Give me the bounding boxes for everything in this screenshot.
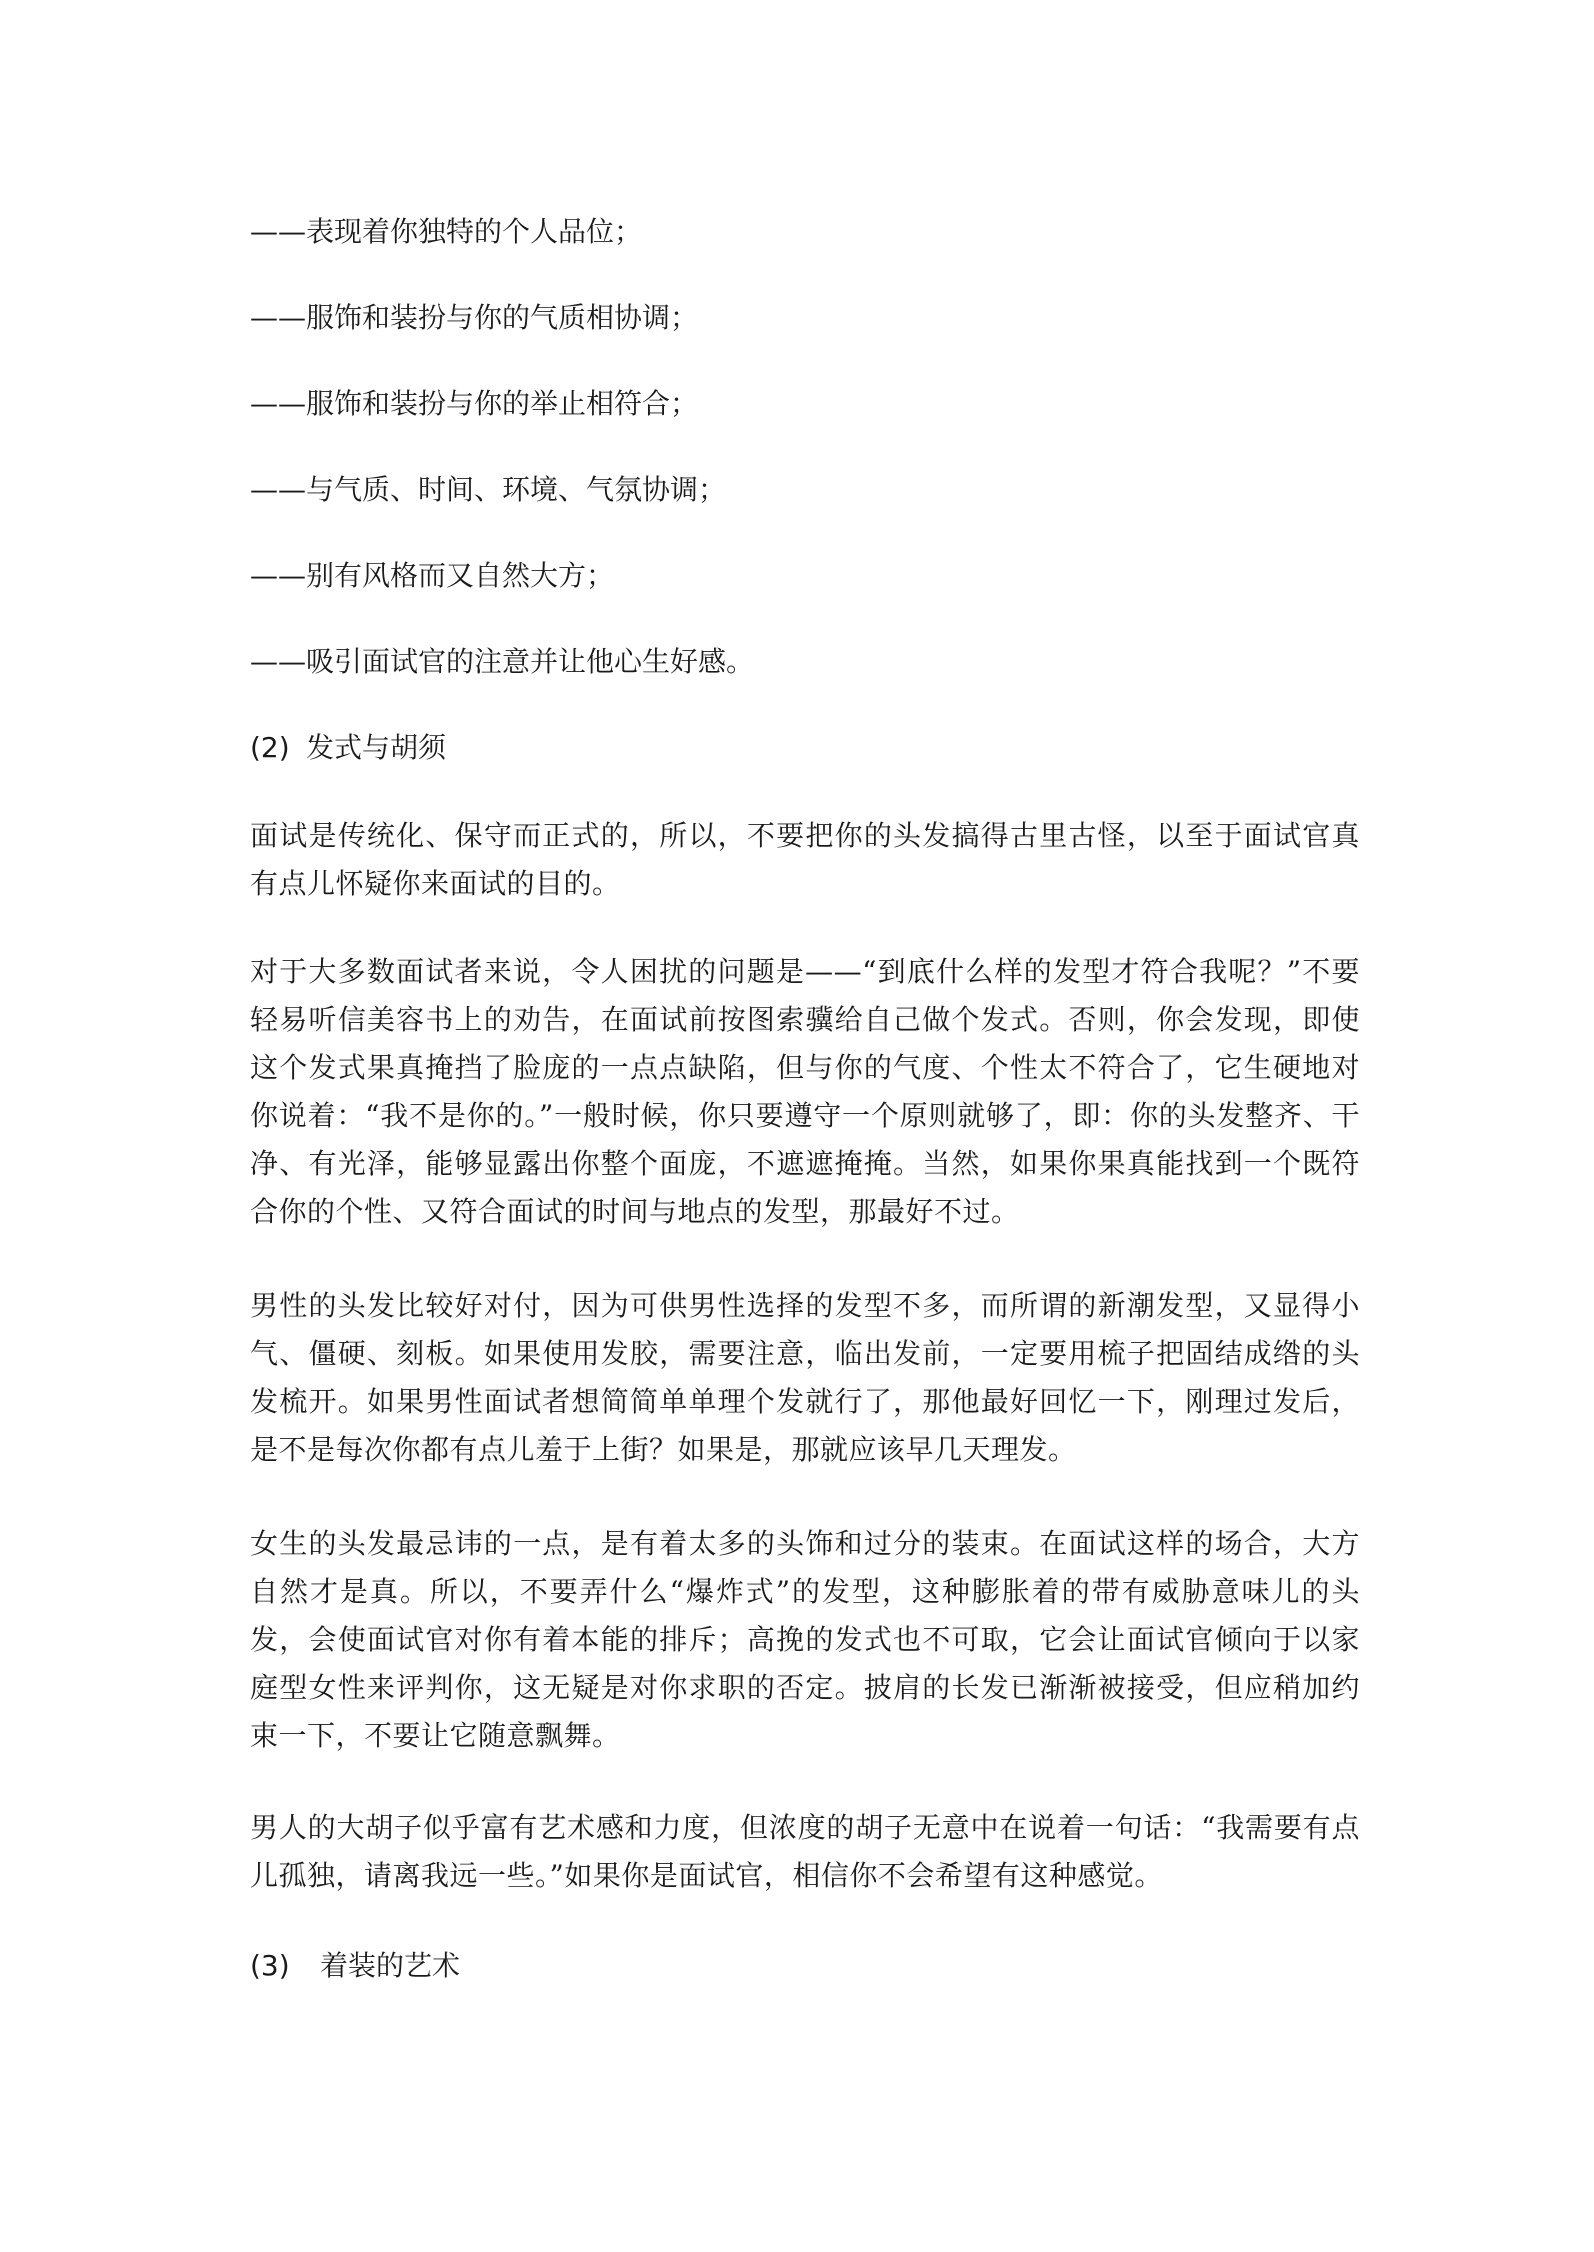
section-title: 着装的艺术 [320,1949,461,1982]
section-number: (2) [250,731,290,764]
paragraph [250,1282,1360,1474]
bullet-item: ——服饰和装扮与你的举止相符合； [250,387,699,420]
paragraph [250,948,1360,1236]
paragraph-text: 男人的大胡子似乎富有艺术感和力度，但浓度的胡子无意中在说着一句话：“我需要有点儿孤独，请离我远一些。”如果你是面试官，相信你不会希望有这种感觉。 [250,1811,1360,1892]
paragraph-text: 对于大多数面试者来说，令人困扰的问题是——“到底什么样的发型才符合我呢？”不要轻易听信美容书上的劝告，在面试前按图索骥给自己做个发式。否则，你会发现，即使这个发式果真掩挡了脸庞的一点点缺陷，但与你的气度、个性太不符合了，它生硬地对你说着：“我不是你的。”一般时候，你只要遵守一个原则就够了，即：你的头发整齐、干净、有光泽，能够显露出你整个面庞，不遮遮掩掩。当然，如果你果真能找到一个既符合你的个性、又符合面试的时间与地点的发型，那最好不过。 [250,955,1360,1228]
bullet-item: ——表现着你独特的个人品位； [250,215,643,248]
bullet-item: ——与气质、时间、环境、气氛协调； [250,473,727,506]
section-heading [250,728,446,768]
paragraph [250,812,1360,908]
section-number: (3) [250,1949,290,1982]
bullet-item: ——吸引面试官的注意并让他心生好感。 [250,645,755,678]
paragraph [250,1804,1360,1900]
bullet-item: ——服饰和装扮与你的气质相协调； [250,301,699,334]
paragraph-text: 面试是传统化、保守而正式的，所以，不要把你的头发搞得古里古怪，以至于面试官真有点儿怀疑你来面试的目的。 [250,819,1360,900]
bullet-item: ——别有风格而又自然大方； [250,559,615,592]
paragraph-text: 女生的头发最忌讳的一点，是有着太多的头饰和过分的装束。在面试这样的场合，大方自然才是真。所以，不要弄什么“爆炸式”的发型，这种膨胀着的带有威胁意味儿的头发，会使面试官对你有着本能的排斥；高挽的发式也不可取，它会让面试官倾向于以家庭型女性来评判你，这无疑是对你求职的否定。披肩的长发已渐渐被接受，但应稍加约束一下，不要让它随意飘舞。 [250,1527,1360,1752]
paragraph-text: 男性的头发比较好对付，因为可供男性选择的发型不多，而所谓的新潮发型，又显得小气、僵硬、刻板。如果使用发胶，需要注意，临出发前，一定要用梳子把固结成绺的头发梳开。如果男性面试者想简简单单理个发就行了，那他最好回忆一下，刚理过发后，是不是每次你都有点儿羞于上街？如果是，那就应该早几天理发。 [250,1289,1360,1466]
paragraph [250,1520,1360,1760]
section-title: 发式与胡须 [306,731,447,764]
section-heading [250,1946,460,1986]
